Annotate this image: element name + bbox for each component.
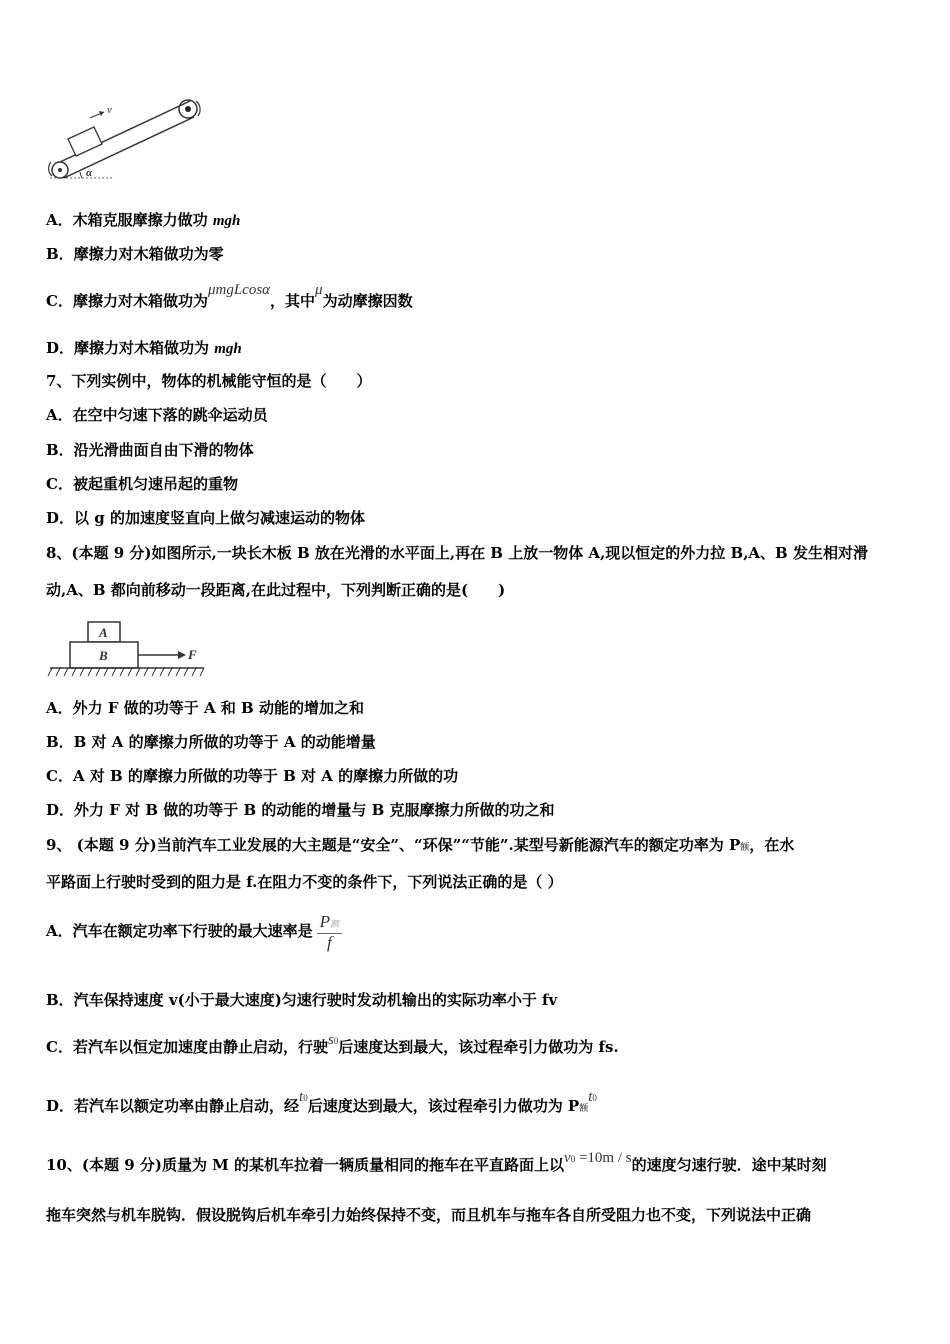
q6-option-a: A．木箱克服摩擦力做功 mgh [46,211,241,229]
block-b-label: B [99,648,108,663]
q8-stem-line1: 8、(本题 9 分)如图所示,一块长木板 B 放在光滑的水平面上,再在 B 上放一物体 A,现以恒定的外力拉 B,A、B 发生相对滑 [46,544,868,562]
q7-option-c: C．被起重机匀速吊起的重物 [46,475,238,493]
q8-option-d: D．外力 F 对 B 做的功等于 B 的动能的增量与 B 克服摩擦力所做的功之和 [46,801,555,819]
q9-option-c: C．若汽车以恒定加速度由静止启动，行驶s0后速度达到最大，该过程牵引力做功为 fs. [46,1032,619,1056]
q6-option-b: B．摩擦力对木箱做功为零 [46,245,224,263]
q10-stem-line2: 拖车突然与机车脱钩．假设脱钩后机车牵引力始终保持不变，而且机车与拖车各自所受阻力也不变，下列说法中正确 [46,1206,812,1224]
force-label: F [188,647,197,662]
velocity-label: v [107,104,112,116]
q8-stem-line2: 动,A、B 都向前移动一段距离,在此过程中，下列判断正确的是( ) [46,581,506,599]
q9-option-d: D．若汽车以额定功率由静止启动，经t0后速度达到最大，该过程牵引力做功为 P额t0 [46,1089,597,1115]
q8-option-a: A．外力 F 做的功等于 A 和 B 动能的增加之和 [46,699,364,717]
q9-stem-line2: 平路面上行驶时受到的阻力是 f.在阻力不变的条件下，下列说法正确的是（ ） [46,873,563,891]
max-speed-fraction: $\frac{\text{P额}}{f}$ [317,913,342,952]
q9-stem-line1: 9、 (本题 9 分)当前汽车工业发展的大主题是“安全”、“环保”“节能”.某型号新能源汽车的额定功率为 P额，在水 [46,836,795,854]
angle-label: α [86,167,93,179]
q9-option-a: A．汽车在额定功率下行驶的最大速率是 $\frac{\text{P额}}{f}$ [46,906,342,956]
q6-option-c: C．摩擦力对木箱做功为μmgLcosα，其中μ为动摩擦因数 [46,282,413,310]
q7-stem: 7、下列实例中，物体的机械能守恒的是（ ） [46,372,372,390]
block-a-label: A [99,625,108,640]
conveyor-figure [44,96,214,186]
blocks-figure [44,618,214,682]
q7-option-a: A．在空中匀速下落的跳伞运动员 [46,406,268,424]
q9-option-b: B．汽车保持速度 v(小于最大速度)匀速行驶时发动机输出的实际功率小于 fv [46,991,558,1009]
q7-option-d: D．以 g 的加速度竖直向上做匀减速运动的物体 [46,509,365,527]
q6-option-d: D．摩擦力对木箱做功为 mgh [46,339,242,357]
q8-option-c: C．A 对 B 的摩擦力所做的功等于 B 对 A 的摩擦力所做的功 [46,767,459,785]
q10-stem-line1: 10、(本题 9 分)质量为 M 的某机车拉着一辆质量相同的拖车在平直路面上以v0 =10m / s的速度匀速行驶．途中某时刻 [46,1150,827,1174]
q8-option-b: B．B 对 A 的摩擦力所做的功等于 A 的动能增量 [46,733,376,751]
q7-option-b: B．沿光滑曲面自由下滑的物体 [46,441,254,459]
